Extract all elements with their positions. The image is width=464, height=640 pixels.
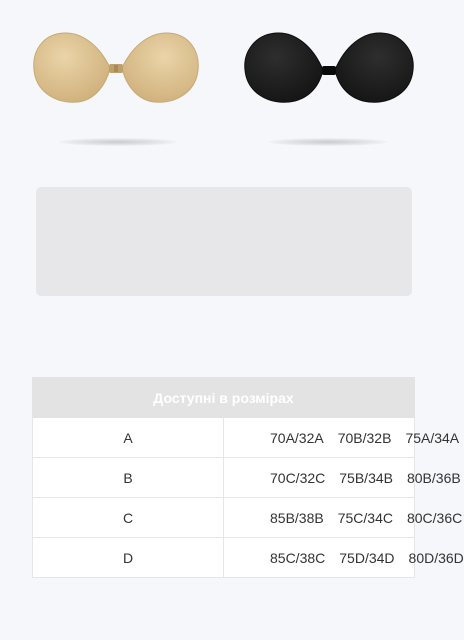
left-cup: [245, 33, 323, 102]
size-list: [224, 418, 460, 458]
size-list: [224, 538, 464, 578]
product-shadow-black: [268, 138, 388, 146]
front-clasp: [322, 66, 336, 75]
table-row: [33, 418, 415, 458]
size-list: [224, 498, 463, 538]
size-value: 85C/38C: [270, 549, 326, 566]
size-value: 75B/34B: [339, 469, 393, 486]
size-list: [224, 458, 461, 498]
image-placeholder: [36, 187, 412, 296]
size-value: 80B/36B: [406, 469, 461, 486]
size-value: 80C/36C: [406, 509, 463, 526]
size-value: 85B/38B: [270, 509, 324, 526]
left-cup: [34, 33, 110, 102]
table-row: [33, 458, 415, 498]
product-shadow-beige: [58, 138, 178, 146]
product-image-black: [241, 30, 417, 106]
cup-label: B: [33, 458, 224, 498]
right-cup: [335, 33, 413, 102]
size-value: 70C/32C: [270, 469, 326, 486]
table-row: [33, 498, 415, 538]
size-value: 75A/34A: [405, 429, 460, 446]
right-cup: [122, 33, 198, 102]
size-value: 70A/32A: [270, 429, 324, 446]
cup-label: D: [33, 538, 224, 578]
size-value: 80D/36D: [408, 549, 464, 566]
size-value: 70B/32B: [337, 429, 392, 446]
size-table: [32, 377, 464, 578]
product-image-beige: [30, 30, 202, 106]
table-row: [33, 538, 415, 578]
size-table-header: Доступні в розмірах: [33, 378, 415, 418]
cup-label: C: [33, 498, 224, 538]
size-value: 75D/34D: [339, 549, 395, 566]
size-table-header-row: [33, 378, 415, 418]
cup-label: A: [33, 418, 224, 458]
size-value: 75C/34C: [337, 509, 393, 526]
